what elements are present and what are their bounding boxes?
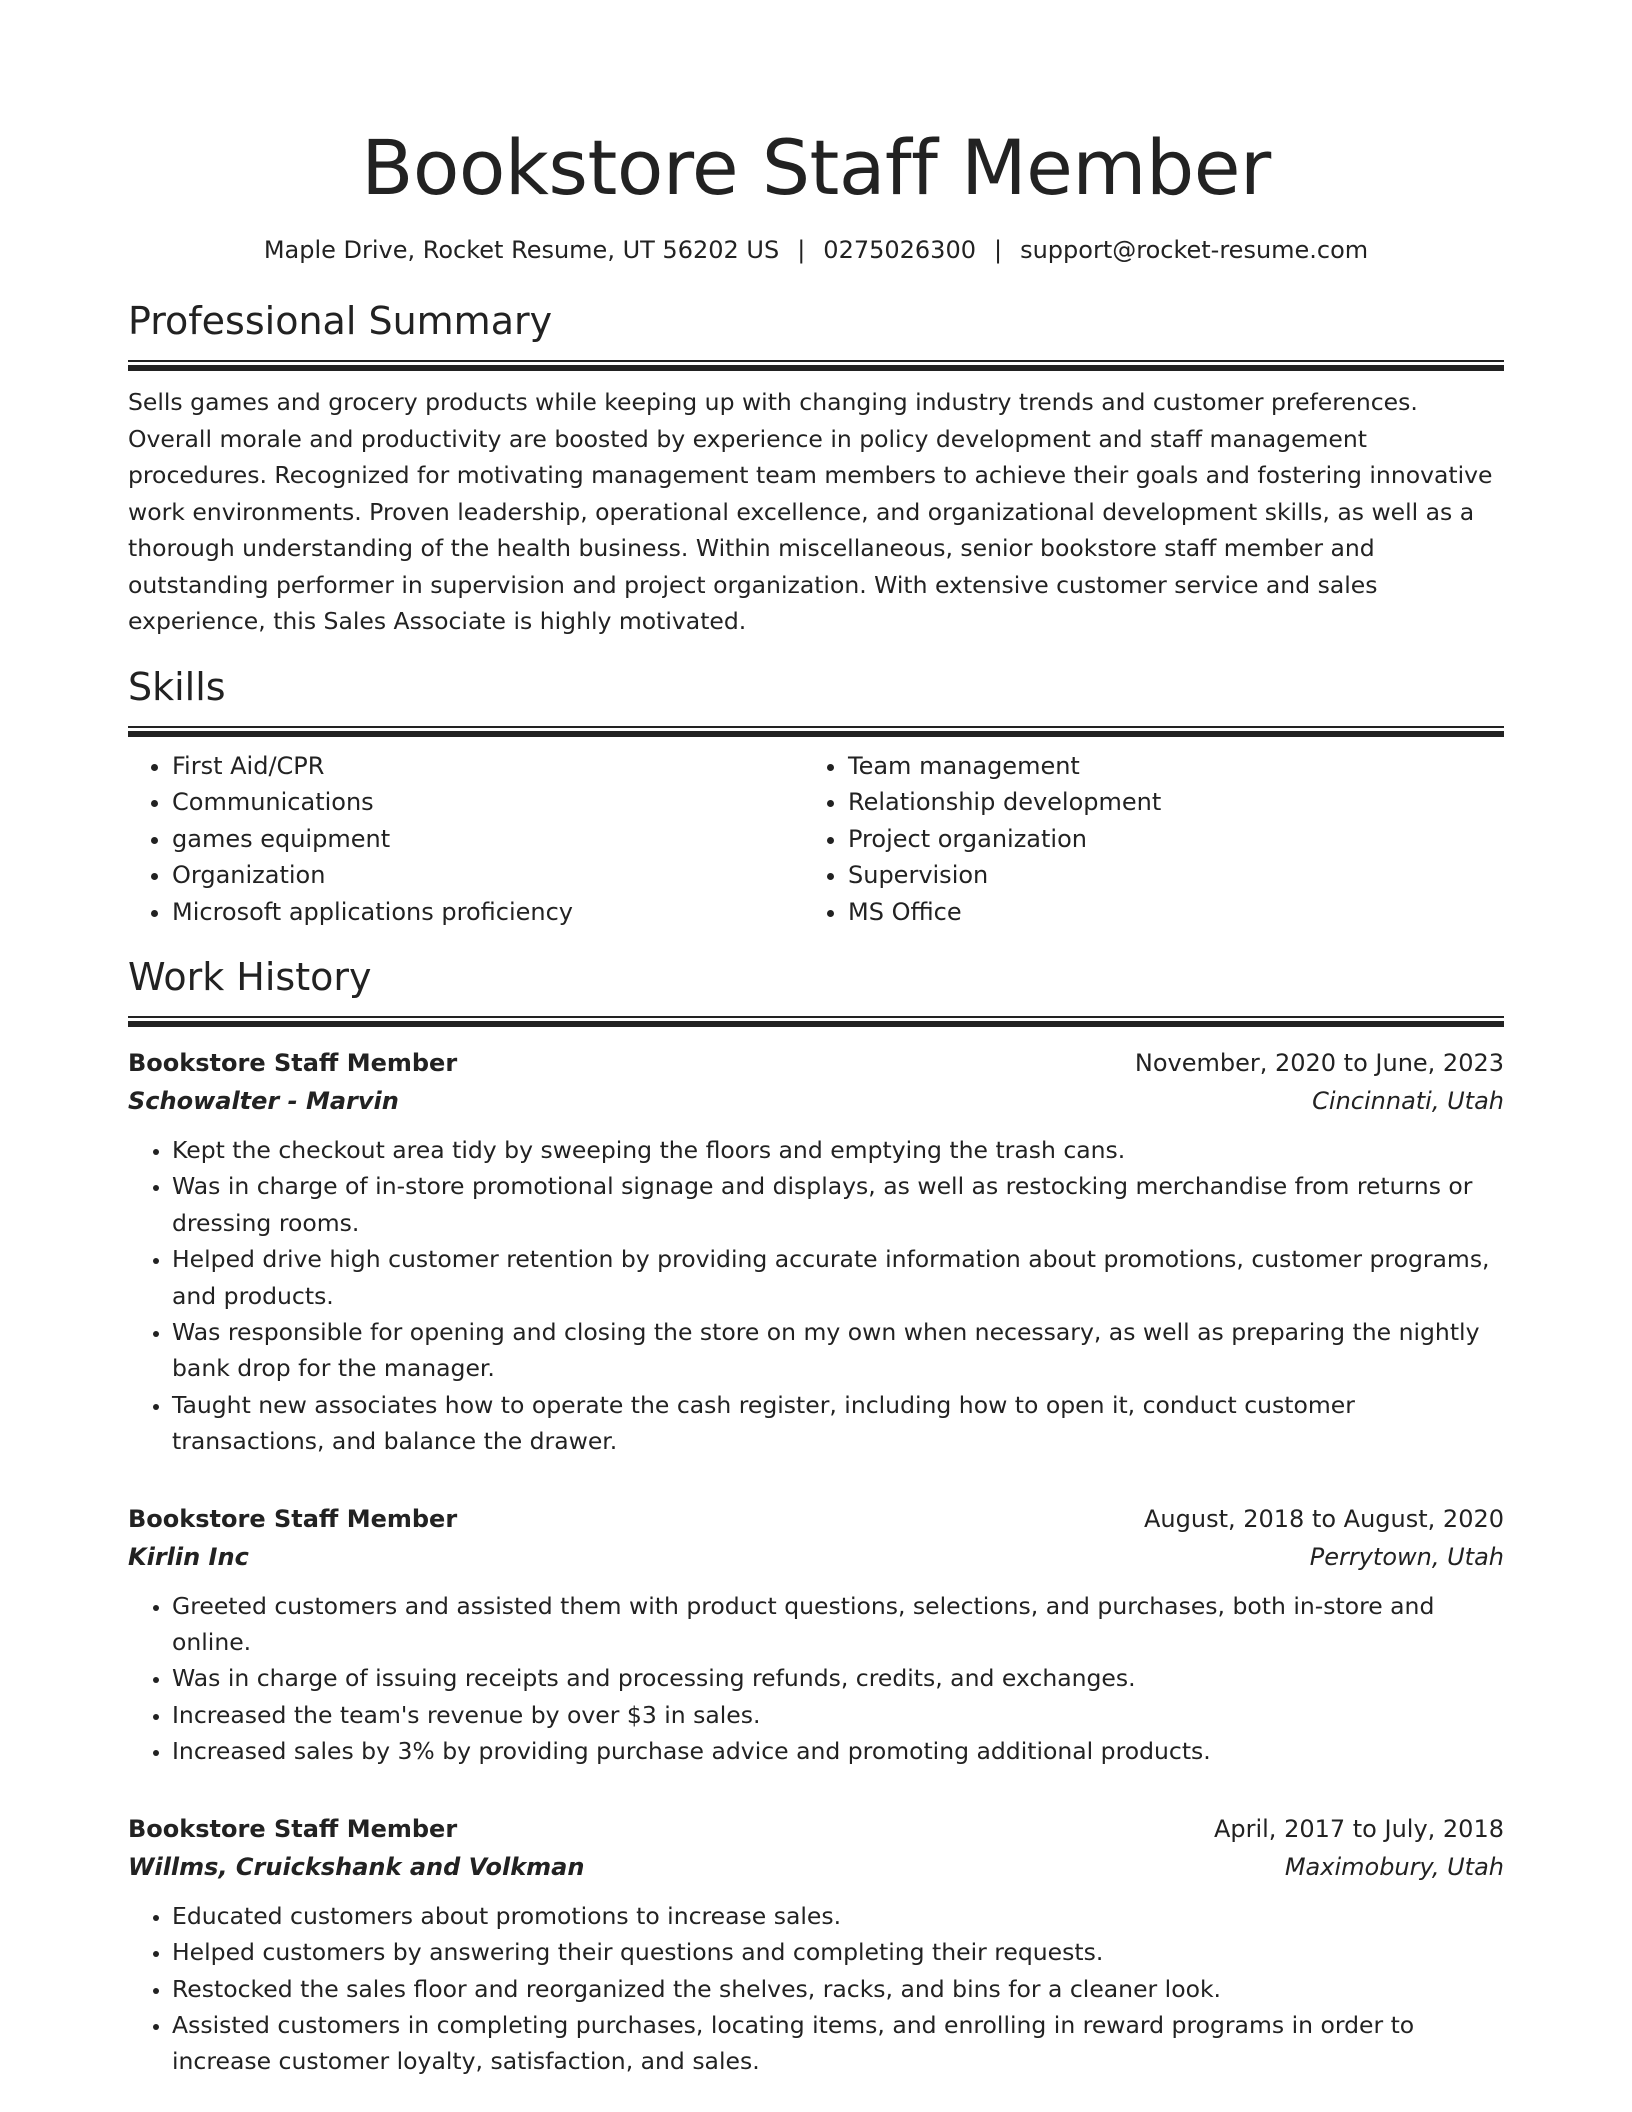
skill-item: • Microsoft applications proficiency — [172, 894, 804, 931]
section-divider — [128, 1016, 1504, 1026]
skill-item: • Supervision — [848, 857, 1480, 894]
job-title: Bookstore Staff Member — [128, 1049, 458, 1077]
resume-page — [128, 0, 1504, 2080]
section-divider — [128, 726, 1504, 736]
summary-heading: Professional Summary — [128, 299, 553, 343]
job-company-row — [128, 1082, 1504, 1120]
contact-separator: | — [994, 236, 1003, 264]
job-bullet: • Educated customers about promotions to increase sales. — [172, 1898, 1504, 1934]
job-entry — [128, 1044, 1504, 1460]
section-divider — [128, 360, 1504, 370]
contact-line — [128, 234, 1504, 266]
job-location: Cincinnati, Utah — [1312, 1087, 1504, 1115]
summary-text: Sells games and grocery products while keeping up with changing industry trends and customer preferences. Overall morale and productivity are boosted by experience in policy development and staff management procedures. Recognized for motivating management team members to achieve their goals and fostering innovative work environments. Proven leadership, operational excellence, and organizational development skills, as well as a thorough understanding of the health business. Within miscellaneous, senior bookstore staff member and outstanding performer in supervision and project organization. With extensive customer service and sales experience, this Sales Associate is highly motivated. — [128, 388, 1493, 635]
job-company: Schowalter - Marvin — [128, 1087, 399, 1115]
job-bullet: • Restocked the sales floor and reorganized the shelves, racks, and bins for a cleaner look. — [172, 1971, 1504, 2007]
skill-item: • Communications — [172, 784, 804, 821]
skills-column-right — [804, 748, 1480, 931]
job-title: Bookstore Staff Member — [128, 1814, 458, 1843]
skill-item: • Team management — [848, 748, 1480, 785]
resume-name: Bookstore Staff Member — [361, 123, 1271, 212]
work-heading: Work History — [128, 955, 372, 999]
job-bullet: • Was in charge of issuing receipts and processing refunds, credits, and exchanges. — [172, 1660, 1504, 1696]
skills-list — [128, 748, 1504, 931]
skill-item: • Organization — [172, 857, 804, 894]
job-company: Willms, Cruickshank and Volkman — [128, 1852, 585, 1881]
job-bullet: • Taught new associates how to operate the cash register, including how to open it, conduct customer transactions, and balance the drawer. — [172, 1387, 1504, 1460]
job-dates: August, 2018 to August, 2020 — [1144, 1504, 1504, 1533]
job-header-row — [128, 1044, 1504, 1082]
job-bullet: • Helped drive high customer retention by providing accurate information about promotions, customer programs, and products. — [172, 1241, 1504, 1314]
job-entry — [128, 1500, 1504, 1770]
job-bullet: • Increased the team's revenue by over $3 in sales. — [172, 1697, 1504, 1733]
job-bullet: • Was in charge of in-store promotional signage and displays, as well as restocking merchandise from returns or dressing rooms. — [172, 1168, 1504, 1241]
job-bullets — [128, 1588, 1504, 1770]
job-title: Bookstore Staff Member — [128, 1504, 458, 1533]
skill-item: • games equipment — [172, 821, 804, 858]
contact-phone: 0275026300 — [823, 236, 976, 264]
job-dates: April, 2017 to July, 2018 — [1213, 1814, 1504, 1843]
job-bullets — [128, 1132, 1504, 1460]
job-company-row — [128, 1538, 1504, 1576]
skill-item: • Relationship development — [848, 784, 1480, 821]
job-company: Kirlin Inc — [128, 1542, 249, 1571]
skill-item: • MS Office — [848, 894, 1480, 931]
contact-separator: | — [797, 236, 806, 264]
job-bullet: • Assisted customers in completing purchases, locating items, and enrolling in reward programs in order to increase customer loyalty, satisfaction, and sales. — [172, 2007, 1504, 2080]
skills-column-left — [128, 748, 804, 931]
contact-address: Maple Drive, Rocket Resume, UT 56202 US — [263, 236, 780, 264]
job-bullets — [128, 1898, 1504, 2080]
job-location: Perrytown, Utah — [1309, 1542, 1504, 1571]
job-bullet: • Was responsible for opening and closing the store on my own when necessary, as well as preparing the nightly bank drop for the manager. — [172, 1314, 1504, 1387]
job-bullet: • Greeted customers and assisted them with product questions, selections, and purchases, both in-store and online. — [172, 1588, 1504, 1661]
job-company-row — [128, 1848, 1504, 1886]
job-location: Maximobury, Utah — [1284, 1852, 1504, 1881]
job-dates: November, 2020 to June, 2023 — [1134, 1049, 1504, 1077]
skill-item: • First Aid/CPR — [172, 748, 804, 785]
skill-item: • Project organization — [848, 821, 1480, 858]
contact-email: support@rocket-resume.com — [1020, 236, 1369, 264]
job-bullet: • Kept the checkout area tidy by sweeping the floors and emptying the trash cans. — [172, 1132, 1504, 1168]
job-header-row — [128, 1810, 1504, 1848]
job-bullet: • Increased sales by 3% by providing purchase advice and promoting additional products. — [172, 1733, 1504, 1769]
job-bullet: • Helped customers by answering their questions and completing their requests. — [172, 1934, 1504, 1970]
skills-heading: Skills — [128, 664, 226, 709]
job-entry — [128, 1810, 1504, 2080]
job-header-row — [128, 1500, 1504, 1538]
